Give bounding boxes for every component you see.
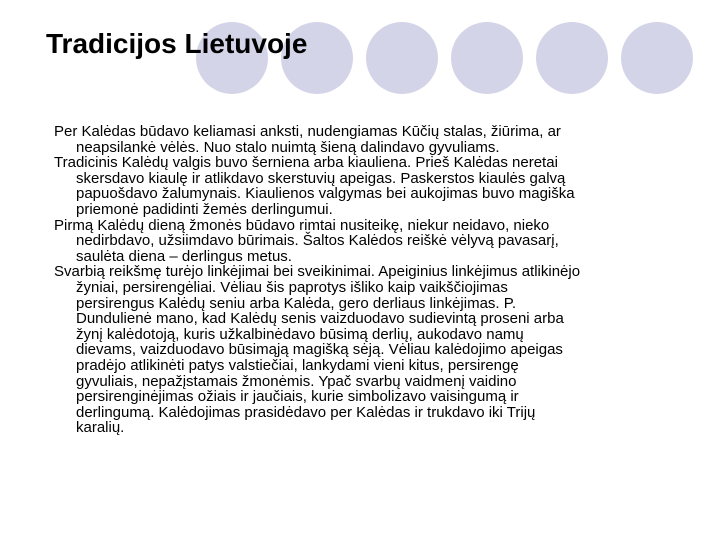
decorative-circle (621, 22, 693, 94)
paragraph-christmas-meal: Tradicinis Kalėdų valgis buvo šerniena arba kiauliena. Prieš Kalėdas neretai skersdavo kiaulę ir atlikdavo skerstuvių apeigas. Paskerstos kiaulės galvą papuošdavo žalumynais. Kiaulienos valgymas bei aukojimas buvo magiška priemonė padidinti žemės derlingumui. (54, 154, 575, 218)
slide-body (54, 124, 694, 436)
slide-title: Tradicijos Lietuvoje (46, 28, 308, 59)
paragraph-morning-customs: Per Kalėdas būdavo keliamasi anksti, nudengiamas Kūčių stalas, žiūrima, ar neapsilankė vėlės. Nuo stalo nuimtą šieną dalindavo gyvuliams. (54, 123, 561, 156)
decorative-circle (366, 22, 438, 94)
decorative-circle (536, 22, 608, 94)
decorative-circle (451, 22, 523, 94)
paragraph-greetings: Svarbią reikšmę turėjo linkėjimai bei sveikinimai. Apeiginius linkėjimus atlikinėjo žyniai, persirengėliai. Vėliau šis paprotys išliko kaip vaikščiojimas persirengus Kalėdų seniu arba Kalėda, gero derliaus linkėjimas. P. Dundulienė mano, kad Kalėdų senis vaizduodavo sudievintą proseni arba žynį kalėdotoją, kuris užkalbinėdavo būsimą derlių, aukodavo namų dievams, vaizduodavo būsimąją magišką sėją. Vėliau kalėdojimo apeigas pradėjo atlikinėti patys valstiečiai, lankydami vieni kitus, persirengę gyvuliais, nepažįstamais žmonėmis. Ypač svarbų vaidmenį vaidino persirenginėjimas ožiais ir jaučiais, kurie simbolizavo vaisingumą ir derlingumą. Kalėdojimas prasidėdavo per Kalėdas ir trukdavo iki Trijų karalių. (54, 263, 581, 437)
paragraph-first-day: Pirmą Kalėdų dieną žmonės būdavo rimtai nusiteikę, niekur neidavo, nieko nedirbdavo, užsiimdavo būrimais. Šaltos Kalėdos reiškė vėlyvą pavasarį, saulėta diena – derlingus metus. (54, 216, 559, 265)
